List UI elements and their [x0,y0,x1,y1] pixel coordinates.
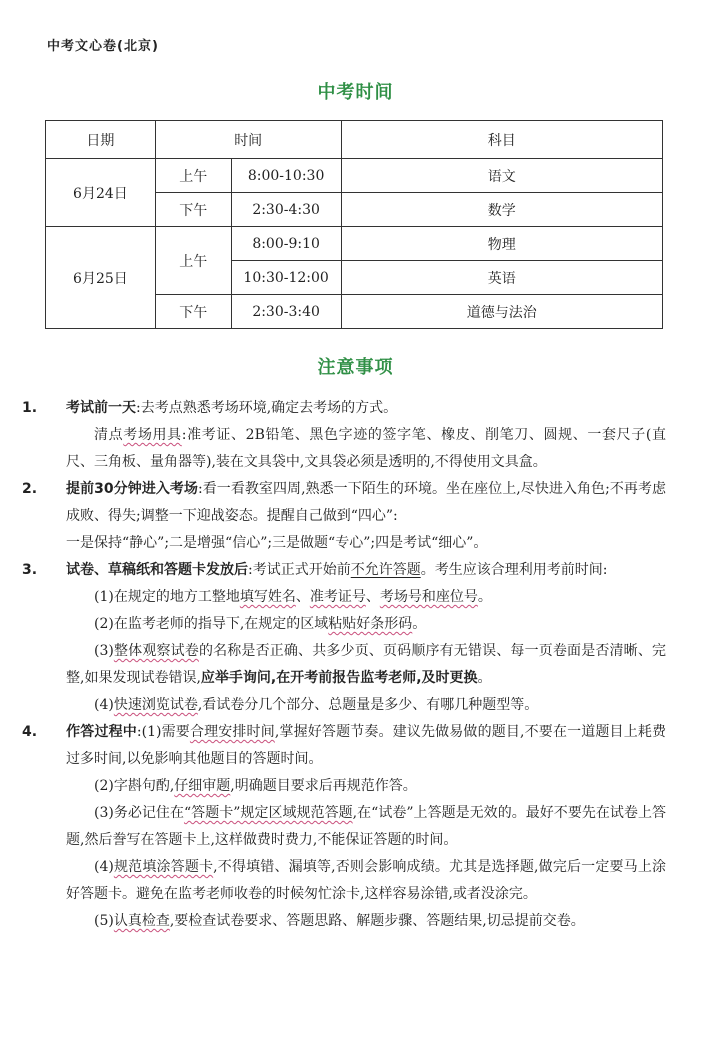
item-text: 、 [365,589,380,605]
key-phrase: 准考证号 [309,589,366,605]
item-text: (1)在规定的地方工整地 [94,589,240,605]
period-cell: 下午 [155,295,231,329]
item-text: 、 [295,589,310,605]
note-item-2-para-2: 一是保持“静心”;二是增强“信心”;三是做题“专心”;四是考试“细心”。 [66,535,488,551]
note-item-1-para-2 [44,422,666,476]
time-cell: 8:00-9:10 [231,227,341,261]
key-phrase: 整体观察试卷 [113,643,199,659]
key-phrase: 快速浏览试卷 [113,697,198,713]
key-phrase: 规范填涂答题卡 [113,859,214,875]
table-row [46,159,663,193]
header-subject: 科目 [341,121,662,159]
item-text: (3)务必记住在 [94,805,184,821]
header-time: 时间 [155,121,341,159]
key-phrase: 粘贴好条形码 [328,616,413,632]
table-row [46,227,663,261]
item-text: (4) [94,859,114,875]
item-number: 3. [22,562,38,578]
item-text: :去考点熟悉考场环境,确定去考场的方式。 [136,400,398,416]
key-phrase: 认真检查 [113,913,170,929]
item-number: 2. [22,481,38,497]
period-cell: 上午 [155,227,231,295]
item-lead: 试卷、草稿纸和答题卡发放后 [66,562,248,578]
item-text: ,在“试卷”上答题是无效的。最好不要先在试卷上答题,然后誊写在答题卡上,这样做费时费力,不能保证答题的时间。 [66,805,666,848]
table-header-row [46,121,663,159]
item-text: :(1)需要 [136,724,190,740]
note-item-3-sub-2 [44,611,666,638]
note-item-3-sub-4 [44,692,666,719]
note-item-4-sub-4 [44,854,666,908]
note-item-4-sub-3 [44,800,666,854]
period-cell: 上午 [155,159,231,193]
item-text: (4) [94,697,114,713]
item-text: ,明确题目要求后再规范作答。 [230,778,417,794]
note-item-3-sub-1 [44,584,666,611]
note-item-3-sub-3 [44,638,666,692]
item-text: (3) [94,643,114,659]
key-phrase: 仔细审题 [174,778,231,794]
time-cell: 2:30-4:30 [231,193,341,227]
notes-title: 注意事项 [317,357,394,378]
item-text: ,要检查试卷要求、答题思路、解题步骤、答题结果,切忌提前交卷。 [169,913,585,929]
key-phrase: 填写姓名 [239,589,296,605]
item-text: (5) [94,913,114,929]
item-text: 的名称是否正确、共多少页、页码顺序有无错误、每一页卷面是否清晰、完整,如果发现试卷错误, [66,643,667,686]
subject-cell: 道德与法治 [341,295,662,329]
note-item-3 [22,557,666,584]
key-phrase: 合理安排时间 [189,724,275,740]
subject-cell: 英语 [341,261,662,295]
item-number: 4. [22,724,38,740]
schedule-title: 中考时间 [317,82,394,103]
item-text: ,不得填错、漏填等,否则会影响成绩。尤其是选择题,做完后一定要马上涂好答题卡。避免在监考老师收卷的时候匆忙涂卡,这样容易涂错,或者没涂完。 [66,859,666,902]
time-cell: 8:00-10:30 [231,159,341,193]
item-text: (2)字斟句酌, [94,778,175,794]
note-item-1 [22,395,666,422]
item-text: (2)在监考老师的指导下,在规定的区域 [94,616,329,632]
bold-phrase: 应举手询问,在开考前报告监考老师,及时更换 [200,670,478,686]
running-head: 中考文心卷(北京) [47,39,159,54]
item-number: 1. [22,400,38,416]
notes-body [22,395,667,935]
item-lead: 提前30分钟进入考场 [66,481,198,497]
time-cell: 2:30-3:40 [231,295,341,329]
key-phrase: 考场用具 [123,427,182,443]
time-cell: 10:30-12:00 [231,261,341,295]
note-item-2 [22,476,666,530]
item-lead: 作答过程中 [66,724,137,740]
item-text: :看一看教室四周,熟悉一下陌生的环境。坐在座位上,尽快进入角色;不再考虑成败、得失;调整一下迎战姿态。提醒自己做到“四心”: [66,481,666,524]
date-cell: 6月25日 [46,227,156,329]
header-date: 日期 [46,121,156,159]
item-text: ,看试卷分几个部分、总题量是多少、有哪几种题型等。 [197,697,539,713]
period-cell: 下午 [155,193,231,227]
item-lead: 考试前一天 [66,400,136,416]
item-text: 。 [412,616,427,632]
item-text: 清点 [94,427,124,443]
exam-schedule-table [45,120,663,329]
key-phrase: 考场号和座位号 [379,589,478,605]
note-item-4-sub-2 [44,773,666,800]
item-text: 。 [477,670,492,686]
item-text: 。考生应该合理利用考前时间: [420,562,608,578]
date-cell: 6月24日 [46,159,156,227]
item-text: :考试正式开始前 [248,562,351,578]
key-phrase: 不允许答题 [350,562,421,578]
item-text: 。 [477,589,492,605]
key-phrase: “答题卡”规定区域规范答题 [183,805,353,821]
note-item-4-sub-5 [44,908,666,935]
item-text: ,掌握好答题节奏。建议先做易做的题目,不要在一道题目上耗费过多时间,以免影响其他题目的答题时间。 [66,724,667,767]
subject-cell: 物理 [341,227,662,261]
item-text: :准考证、2B铅笔、黑色字迹的签字笔、橡皮、削笔刀、圆规、一套尺子(直尺、三角板、量角器等),装在文具袋中,文具袋必须是透明的,不得使用文具盒。 [66,427,667,470]
subject-cell: 语文 [341,159,662,193]
subject-cell: 数学 [341,193,662,227]
note-item-4 [22,719,667,773]
